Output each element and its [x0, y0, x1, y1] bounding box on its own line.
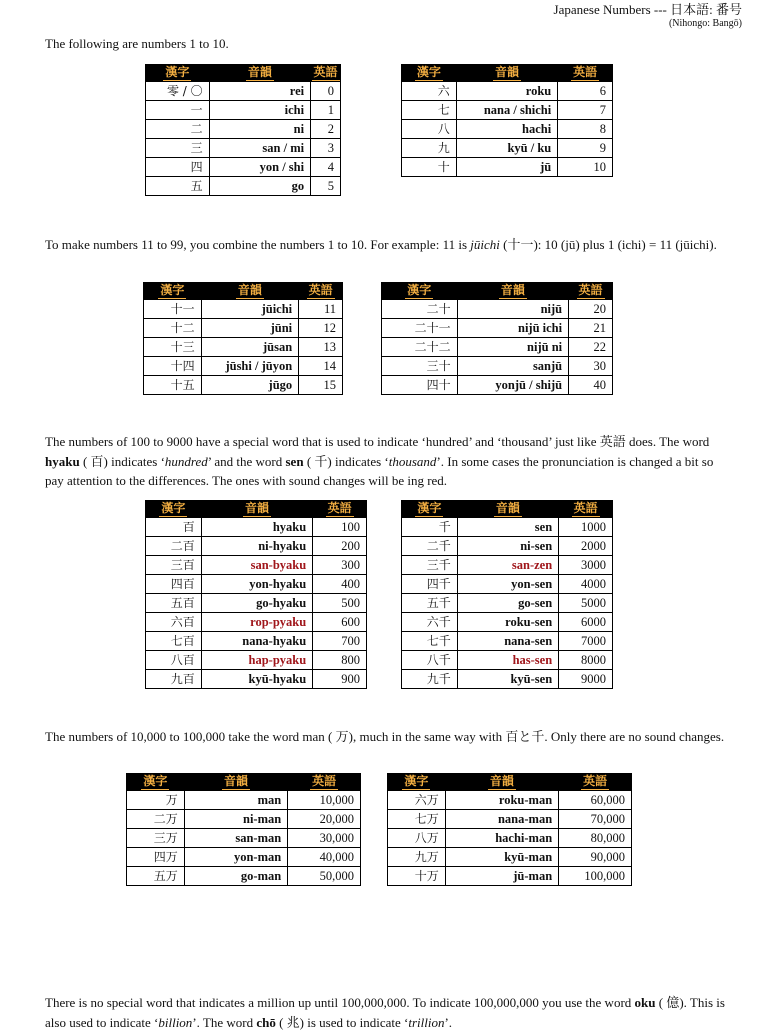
reading-cell: yon-sen — [457, 575, 558, 594]
number-cell: 2 — [311, 120, 341, 139]
table-row — [146, 518, 367, 537]
header-reading: 音韻 — [201, 283, 298, 300]
header-english: 英語 — [558, 65, 613, 82]
reading-cell: jūshi / jūyon — [201, 357, 298, 376]
number-cell: 4 — [311, 158, 341, 177]
reading-cell: jūsan — [201, 338, 298, 357]
reading-cell: jū-man — [445, 867, 558, 886]
kanji-cell: 二千 — [402, 537, 458, 556]
kanji-cell: 八百 — [146, 651, 202, 670]
number-cell: 0 — [311, 82, 341, 101]
reading-cell: kyū / ku — [456, 139, 558, 158]
table-row — [146, 177, 341, 196]
reading-cell: sanjū — [457, 357, 569, 376]
table-row — [388, 810, 632, 829]
header-english: 英語 — [313, 501, 367, 518]
number-cell: 4000 — [559, 575, 613, 594]
kanji-cell: 五百 — [146, 594, 202, 613]
header-reading: 音韻 — [445, 774, 558, 791]
table-row — [144, 300, 343, 319]
reading-cell: ni-man — [184, 810, 287, 829]
number-cell: 600 — [313, 613, 367, 632]
reading-cell: nijū — [457, 300, 569, 319]
table-row — [146, 575, 367, 594]
kanji-cell: 三十 — [382, 357, 458, 376]
table-row — [382, 300, 613, 319]
table-row — [127, 791, 361, 810]
number-cell: 15 — [299, 376, 343, 395]
reading-cell: kyū-man — [445, 848, 558, 867]
header-kanji: 漢字 — [146, 501, 202, 518]
kanji-cell: 七百 — [146, 632, 202, 651]
numbers-11-15-table — [143, 282, 343, 395]
number-cell: 100,000 — [559, 867, 632, 886]
kanji-cell: 四百 — [146, 575, 202, 594]
kanji-cell: 二万 — [127, 810, 185, 829]
reading-cell: yon-hyaku — [201, 575, 312, 594]
kanji-cell: 十三 — [144, 338, 202, 357]
number-cell: 7 — [558, 101, 613, 120]
number-cell: 3 — [311, 139, 341, 158]
kanji-cell: 零 / 〇 — [146, 82, 210, 101]
table-row — [402, 613, 613, 632]
reading-cell: san-byaku — [201, 556, 312, 575]
kanji-cell: 九千 — [402, 670, 458, 689]
table-row — [402, 651, 613, 670]
reading-cell: yon / shi — [209, 158, 310, 177]
reading-cell: jūgo — [201, 376, 298, 395]
numbers-1-5-table — [145, 64, 341, 196]
number-cell: 30,000 — [288, 829, 361, 848]
reading-cell: jū — [456, 158, 558, 177]
table-row — [388, 829, 632, 848]
header-row — [127, 774, 361, 791]
table-row — [402, 120, 613, 139]
reading-cell: has-sen — [457, 651, 558, 670]
reading-cell: ni-sen — [457, 537, 558, 556]
kanji-cell: 九百 — [146, 670, 202, 689]
reading-cell: ni-hyaku — [201, 537, 312, 556]
number-cell: 22 — [569, 338, 613, 357]
reading-cell: kyū-sen — [457, 670, 558, 689]
reading-cell: roku-sen — [457, 613, 558, 632]
table-row — [146, 613, 367, 632]
table-row — [127, 848, 361, 867]
header-reading: 音韻 — [209, 65, 310, 82]
header-reading: 音韻 — [457, 501, 558, 518]
table-row — [146, 82, 341, 101]
kanji-cell: 二十一 — [382, 319, 458, 338]
header-reading: 音韻 — [456, 65, 558, 82]
kanji-cell: 千 — [402, 518, 458, 537]
kanji-cell: 八千 — [402, 651, 458, 670]
reading-cell: roku-man — [445, 791, 558, 810]
number-cell: 200 — [313, 537, 367, 556]
header-kanji: 漢字 — [127, 774, 185, 791]
header-english: 英語 — [288, 774, 361, 791]
kanji-cell: 八万 — [388, 829, 446, 848]
number-cell: 20,000 — [288, 810, 361, 829]
kanji-cell: 九 — [402, 139, 457, 158]
reading-cell: san-zen — [457, 556, 558, 575]
kanji-cell: 五万 — [127, 867, 185, 886]
header-reading: 音韻 — [201, 501, 312, 518]
reading-cell: nana / shichi — [456, 101, 558, 120]
paragraph-ten-thousands: The numbers of 10,000 to 100,000 take the word man ( 万), much in the same way with 百と千. Only there are no sound changes. — [45, 729, 725, 744]
paragraph-oku-cho: There is no special word that indicates a million up until 100,000,000. To indicate 100,000,000 you use the word oku ( 億). This is also used to indicate ‘billion’. The word chō ( 兆) is used to indicate ‘trillion’. — [45, 995, 725, 1030]
kanji-cell: 五 — [146, 177, 210, 196]
kanji-cell: 十四 — [144, 357, 202, 376]
header-kanji: 漢字 — [146, 65, 210, 82]
table-row — [127, 829, 361, 848]
number-cell: 9000 — [559, 670, 613, 689]
table-row — [402, 139, 613, 158]
number-cell: 500 — [313, 594, 367, 613]
reading-cell: nijū ni — [457, 338, 569, 357]
number-cell: 20 — [569, 300, 613, 319]
reading-cell: rop-pyaku — [201, 613, 312, 632]
number-cell: 10,000 — [288, 791, 361, 810]
reading-cell: hachi-man — [445, 829, 558, 848]
reading-cell: kyū-hyaku — [201, 670, 312, 689]
reading-cell: ni — [209, 120, 310, 139]
number-cell: 30 — [569, 357, 613, 376]
number-cell: 1000 — [559, 518, 613, 537]
table-row — [146, 651, 367, 670]
kanji-cell: 一 — [146, 101, 210, 120]
reading-cell: yonjū / shijū — [457, 376, 569, 395]
header-row — [382, 283, 613, 300]
header-english: 英語 — [559, 774, 632, 791]
table-row — [144, 376, 343, 395]
header-row — [146, 501, 367, 518]
kanji-cell: 三万 — [127, 829, 185, 848]
number-cell: 10 — [558, 158, 613, 177]
number-cell: 50,000 — [288, 867, 361, 886]
reading-cell: nana-hyaku — [201, 632, 312, 651]
number-cell: 8 — [558, 120, 613, 139]
table-row — [144, 338, 343, 357]
table-row — [402, 518, 613, 537]
kanji-cell: 十万 — [388, 867, 446, 886]
kanji-cell: 十二 — [144, 319, 202, 338]
table-row — [402, 556, 613, 575]
number-cell: 2000 — [559, 537, 613, 556]
kanji-cell: 九万 — [388, 848, 446, 867]
number-cell: 6000 — [559, 613, 613, 632]
header-kanji: 漢字 — [402, 501, 458, 518]
paragraph-hundreds-thousands: The numbers of 100 to 9000 have a special word that is used to indicate ‘hundred’ and ‘thousand’ just like 英語 does. The word hyaku ( 百) indicates ‘hundred’ and the word sen ( 千) indicates ‘thousand’. In some cases the pronunciation is changed a bit so pay attention to the differences. The ones with sound changes will be ing red. — [45, 434, 714, 488]
document-subtitle: (Nihongo: Bangō) — [668, 18, 742, 29]
table-row — [127, 867, 361, 886]
table-row — [127, 810, 361, 829]
number-cell: 5000 — [559, 594, 613, 613]
kanji-cell: 四万 — [127, 848, 185, 867]
number-cell: 800 — [313, 651, 367, 670]
reading-cell: nana-sen — [457, 632, 558, 651]
table-row — [146, 101, 341, 120]
number-cell: 12 — [299, 319, 343, 338]
table-row — [144, 357, 343, 376]
kanji-cell: 三千 — [402, 556, 458, 575]
number-cell: 60,000 — [559, 791, 632, 810]
table-row — [388, 791, 632, 810]
reading-cell: nana-man — [445, 810, 558, 829]
header-row — [402, 501, 613, 518]
paragraph-11-to-99: To make numbers 11 to 99, you combine the numbers 1 to 10. For example: 11 is jūichi (十一): 10 (jū) plus 1 (ichi) = 11 (jūichi). — [45, 237, 717, 252]
table-row — [402, 670, 613, 689]
number-cell: 40,000 — [288, 848, 361, 867]
table-row — [146, 139, 341, 158]
reading-cell: roku — [456, 82, 558, 101]
header-english: 英語 — [559, 501, 613, 518]
reading-cell: go-sen — [457, 594, 558, 613]
table-row — [146, 632, 367, 651]
reading-cell: jūni — [201, 319, 298, 338]
number-cell: 1 — [311, 101, 341, 120]
reading-cell: sen — [457, 518, 558, 537]
header-kanji: 漢字 — [402, 65, 457, 82]
numbers-20-40-table — [381, 282, 613, 395]
kanji-cell: 二十 — [382, 300, 458, 319]
kanji-cell: 十五 — [144, 376, 202, 395]
kanji-cell: 六 — [402, 82, 457, 101]
table-row — [146, 556, 367, 575]
ten-thousands-table-a — [126, 773, 361, 886]
header-reading: 音韻 — [457, 283, 569, 300]
header-row — [144, 283, 343, 300]
table-row — [382, 319, 613, 338]
reading-cell: man — [184, 791, 287, 810]
header-english: 英語 — [299, 283, 343, 300]
reading-cell: hachi — [456, 120, 558, 139]
header-kanji: 漢字 — [388, 774, 446, 791]
number-cell: 5 — [311, 177, 341, 196]
document-title: Japanese Numbers --- 日本語: 番号 — [553, 2, 742, 17]
kanji-cell: 十一 — [144, 300, 202, 319]
hundreds-table — [145, 500, 367, 689]
table-row — [402, 632, 613, 651]
table-row — [146, 670, 367, 689]
number-cell: 3000 — [559, 556, 613, 575]
numbers-6-10-table — [401, 64, 613, 177]
kanji-cell: 十 — [402, 158, 457, 177]
number-cell: 900 — [313, 670, 367, 689]
number-cell: 40 — [569, 376, 613, 395]
number-cell: 80,000 — [559, 829, 632, 848]
reading-cell: nijū ichi — [457, 319, 569, 338]
header-row — [388, 774, 632, 791]
kanji-cell: 四十 — [382, 376, 458, 395]
header-reading: 音韻 — [184, 774, 287, 791]
kanji-cell: 四 — [146, 158, 210, 177]
number-cell: 7000 — [559, 632, 613, 651]
table-row — [382, 357, 613, 376]
number-cell: 9 — [558, 139, 613, 158]
kanji-cell: 百 — [146, 518, 202, 537]
kanji-cell: 八 — [402, 120, 457, 139]
table-row — [402, 575, 613, 594]
table-row — [382, 338, 613, 357]
kanji-cell: 三 — [146, 139, 210, 158]
header-kanji: 漢字 — [382, 283, 458, 300]
table-row — [144, 319, 343, 338]
kanji-cell: 二 — [146, 120, 210, 139]
number-cell: 100 — [313, 518, 367, 537]
number-cell: 21 — [569, 319, 613, 338]
reading-cell: jūichi — [201, 300, 298, 319]
table-row — [382, 376, 613, 395]
reading-cell: san / mi — [209, 139, 310, 158]
number-cell: 6 — [558, 82, 613, 101]
kanji-cell: 六百 — [146, 613, 202, 632]
kanji-cell: 二十二 — [382, 338, 458, 357]
number-cell: 300 — [313, 556, 367, 575]
table-row — [146, 537, 367, 556]
document-header — [554, 2, 742, 30]
header-kanji: 漢字 — [144, 283, 202, 300]
header-english: 英語 — [569, 283, 613, 300]
kanji-cell: 七 — [402, 101, 457, 120]
number-cell: 700 — [313, 632, 367, 651]
header-row — [402, 65, 613, 82]
number-cell: 13 — [299, 338, 343, 357]
table-row — [402, 537, 613, 556]
table-row — [146, 158, 341, 177]
reading-cell: rei — [209, 82, 310, 101]
ten-thousands-table-b — [387, 773, 632, 886]
header-english: 英語 — [311, 65, 341, 82]
number-cell: 14 — [299, 357, 343, 376]
table-row — [402, 158, 613, 177]
header-row — [146, 65, 341, 82]
number-cell: 90,000 — [559, 848, 632, 867]
kanji-cell: 二百 — [146, 537, 202, 556]
reading-cell: ichi — [209, 101, 310, 120]
reading-cell: hap-pyaku — [201, 651, 312, 670]
reading-cell: yon-man — [184, 848, 287, 867]
table-row — [388, 867, 632, 886]
kanji-cell: 七万 — [388, 810, 446, 829]
table-row — [146, 594, 367, 613]
thousands-table — [401, 500, 613, 689]
kanji-cell: 六千 — [402, 613, 458, 632]
reading-cell: go — [209, 177, 310, 196]
kanji-cell: 万 — [127, 791, 185, 810]
table-row — [402, 101, 613, 120]
number-cell: 70,000 — [559, 810, 632, 829]
kanji-cell: 七千 — [402, 632, 458, 651]
kanji-cell: 五千 — [402, 594, 458, 613]
table-row — [402, 82, 613, 101]
reading-cell: san-man — [184, 829, 287, 848]
number-cell: 11 — [299, 300, 343, 319]
reading-cell: hyaku — [201, 518, 312, 537]
kanji-cell: 三百 — [146, 556, 202, 575]
number-cell: 8000 — [559, 651, 613, 670]
table-row — [388, 848, 632, 867]
table-row — [146, 120, 341, 139]
reading-cell: go-man — [184, 867, 287, 886]
number-cell: 400 — [313, 575, 367, 594]
kanji-cell: 六万 — [388, 791, 446, 810]
kanji-cell: 四千 — [402, 575, 458, 594]
intro-paragraph: The following are numbers 1 to 10. — [45, 36, 229, 51]
reading-cell: go-hyaku — [201, 594, 312, 613]
table-row — [402, 594, 613, 613]
